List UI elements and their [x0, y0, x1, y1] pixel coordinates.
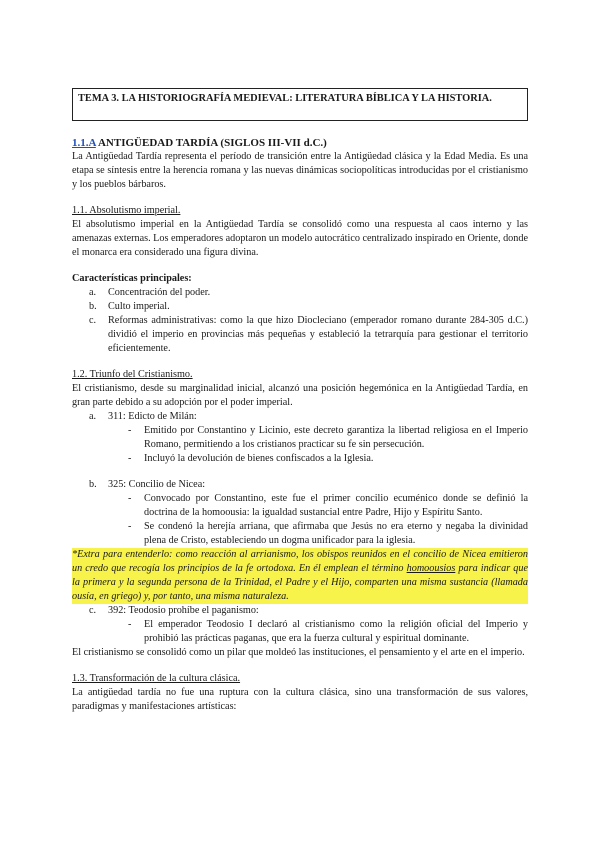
document-content: [72, 136, 528, 714]
list-item: [72, 424, 528, 452]
note-term: homoousios: [406, 563, 456, 574]
list-item: [72, 520, 528, 548]
list-item-text: 392: Teodosio prohíbe el paganismo:: [108, 605, 259, 616]
note-text-end: para indicar que la primera y la segunda persona de la Trinidad, el Padre y el Hijo, comparten una misma sustancia (llamada ousía, en griego) y, por tanto, una misma naturaleza.: [72, 563, 528, 602]
teodosio-bullets: [72, 618, 528, 646]
list-item-text: 325: Concilio de Nicea:: [108, 479, 206, 490]
subsection-heading-cristianismo: 1.2. Triunfo del Cristianismo.: [72, 369, 193, 380]
note-text-start: *Extra para entenderlo: como reacción al arrianismo, los obispos reunidos en el concilio de Nicea emitieron un credo que recogía los principios de la fe ortodoxa. En él emplean el término: [72, 549, 528, 574]
list-item-text: 311: Edicto de Milán:: [108, 411, 197, 422]
list-item-text: Convocado por Constantino, este fue el primer concilio ecuménico donde se definió la doctrina de la homoousia: la igualdad sustancial entre Padre, Hijo y Espíritu Santo.: [144, 493, 528, 518]
list-item: [72, 410, 528, 424]
dash-marker: -: [128, 493, 132, 504]
list-marker: a.: [89, 287, 97, 298]
list-item-text: Reformas administrativas: como la que hizo Diocleciano (emperador romano durante 284-305 d.C.) dividió el imperio en provincias más pequeñas y estableció la tetrarquía para gestionar el territorio eficientemente.: [108, 315, 528, 354]
list-item-text: Concentración del poder.: [108, 287, 211, 298]
list-item: [72, 286, 528, 300]
milan-bullets: [72, 424, 528, 466]
list-item: [72, 478, 528, 492]
list-marker: a.: [89, 411, 97, 422]
absolutismo-body: El absolutismo imperial en la Antigüedad Tardía se consolidó como una respuesta al caos interno y las amenazas externas. Los emperadores adoptaron un modelo autocrático centralizado inspirado en Oriente, donde el monarca era considerado una figura divina.: [72, 219, 528, 258]
topic-title-box: [72, 88, 528, 121]
list-item-text: Culto imperial.: [108, 301, 170, 312]
list-item: [72, 300, 528, 314]
list-item: [72, 492, 528, 520]
list-marker: c.: [89, 605, 97, 616]
list-item: [72, 314, 528, 356]
dash-marker: -: [128, 453, 132, 464]
highlighted-extra-note: [72, 548, 528, 604]
characteristics-title: Características principales:: [72, 273, 192, 284]
christianity-events-list: [72, 410, 528, 424]
list-item-text: Se condenó la herejía arriana, que afirmaba que Jesús no era eterno y negaba la divinidad plena de Cristo, estableciendo un dogma unificador para la iglesia.: [144, 521, 528, 546]
topic-title: TEMA 3. LA HISTORIOGRAFÍA MEDIEVAL: LITERATURA BÍBLICA Y LA HISTORIA.: [78, 93, 492, 104]
section-heading: [72, 136, 528, 150]
list-marker: b.: [89, 301, 97, 312]
list-item-text: El emperador Teodosio I declaró al cristianismo como la religión oficial del Imperio y prohibió las prácticas paganas, que era la fuerza cultural y espiritual dominante.: [144, 619, 528, 644]
christianity-events-list-c: [72, 604, 528, 618]
cristianismo-closing: El cristianismo se consolidó como un pilar que moldeó las instituciones, el pensamiento y el arte en el imperio.: [72, 647, 525, 658]
subsection-heading-absolutismo: 1.1. Absolutismo imperial.: [72, 205, 181, 216]
list-item-text: Incluyó la devolución de bienes confiscados a la Iglesia.: [144, 453, 374, 464]
section-intro: La Antigüedad Tardía representa el período de transición entre la Antigüedad clásica y la Edad Media. Es una etapa se síntesis entre la herencia romana y las nuevas dinámicas sociopolíticas introducidas por el cristianismo y los pueblos bárbaros.: [72, 151, 528, 190]
dash-marker: -: [128, 619, 132, 630]
nicea-bullets: [72, 492, 528, 548]
list-item-text: Emitido por Constantino y Licinio, este decreto garantiza la libertad religiosa en el Imperio Romano, permitiendo a los cristianos practicar su fe sin persecución.: [144, 425, 528, 450]
dash-marker: -: [128, 521, 132, 532]
list-item: [72, 452, 528, 466]
cristianismo-body: El cristianismo, desde su marginalidad inicial, alcanzó una posición hegemónica en la Antigüedad Tardía, en gran parte debido a su adopción por el poder imperial.: [72, 383, 528, 408]
section-number-link[interactable]: 1.1.A: [72, 137, 96, 149]
cultura-body: La antigüedad tardía no fue una ruptura con la cultura clásica, sino una transformación de sus valores, paradigmas y manifestaciones artísticas:: [72, 687, 528, 712]
list-marker: b.: [89, 479, 97, 490]
subsection-heading-cultura: 1.3. Transformación de la cultura clásica.: [72, 673, 241, 684]
characteristics-list: [72, 286, 528, 356]
list-item: [72, 604, 528, 618]
dash-marker: -: [128, 425, 132, 436]
list-marker: c.: [89, 315, 97, 326]
christianity-events-list-b: [72, 478, 528, 492]
section-title: ANTIGÜEDAD TARDÍA (SIGLOS III-VII d.C.): [95, 137, 327, 149]
list-item: [72, 618, 528, 646]
